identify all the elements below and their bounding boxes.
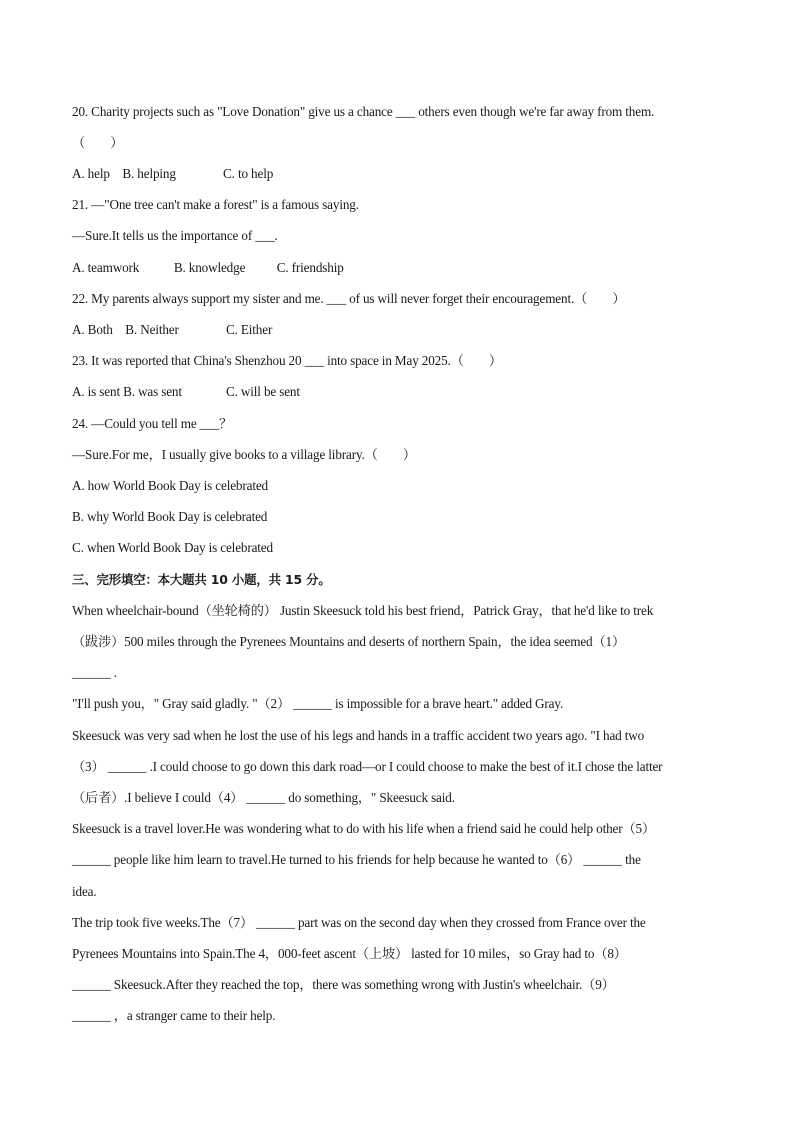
cloze-passage-line: ______ ，a stranger came to their help. [72, 1008, 276, 1023]
cloze-passage-line: Skeesuck is a travel lover.He was wondering what to do with his life when a friend said he could help other（5） [72, 821, 656, 836]
question-21-reply: —Sure.It tells us the importance of ___. [72, 228, 278, 243]
cloze-passage-line: ______ . [72, 665, 117, 680]
cloze-passage-line: "I'll push you，" Gray said gladly. "（2） ______ is impossible for a brave heart." added Gray. [72, 696, 564, 711]
cloze-passage-line: Pyrenees Mountains into Spain.The 4，000-feet ascent（上坡） lasted for 10 miles，so Gray had to（8） [72, 946, 627, 961]
cloze-passage-line: idea. [72, 884, 97, 899]
question-23-stem: 23. It was reported that China's Shenzhou 20 ___ into space in May 2025.（ ） [72, 353, 502, 368]
question-24-reply: —Sure.For me，I usually give books to a village library.（ ） [72, 447, 416, 462]
question-20-options: A. help B. helping C. to help [72, 166, 274, 181]
question-23-options: A. is sent B. was sent C. will be sent [72, 384, 300, 399]
cloze-passage-line: ______ Skeesuck.After they reached the top，there was something wrong with Justin's wheelchair.（9） [72, 977, 615, 992]
cloze-passage-line: （后者）.I believe I could（4） ______ do something，" Skeesuck said. [72, 790, 455, 805]
question-24-option-c: C. when World Book Day is celebrated [72, 540, 273, 555]
question-24-option-b: B. why World Book Day is celebrated [72, 509, 268, 524]
question-21-options: A. teamwork B. knowledge C. friendship [72, 260, 344, 275]
cloze-passage-line: The trip took five weeks.The（7） ______ part was on the second day when they crossed from France over the [72, 915, 646, 930]
question-22-stem: 22. My parents always support my sister and me. ___ of us will never forget their encouragement.（ ） [72, 291, 626, 306]
cloze-passage-line: （3） ______ .I could choose to go down this dark road—or I could choose to make the best of it.I chose the latter [72, 759, 663, 774]
cloze-passage-line: When wheelchair-bound（坐轮椅的） Justin Skeesuck told his best friend，Patrick Gray，that he'd like to trek [72, 603, 654, 618]
question-21-stem: 21. —"One tree can't make a forest" is a famous saying. [72, 197, 359, 212]
cloze-passage-line: Skeesuck was very sad when he lost the use of his legs and hands in a traffic accident two years ago. "I had two [72, 728, 645, 743]
section-heading-cloze: 三、完形填空：本大题共 10 小题，共 15 分。 [72, 572, 331, 587]
question-24-option-a: A. how World Book Day is celebrated [72, 478, 268, 493]
question-24-stem: 24. —Could you tell me ___？ [72, 416, 233, 431]
question-20-answer-bracket: （ ） [72, 135, 124, 150]
question-22-options: A. Both B. Neither C. Either [72, 322, 273, 337]
question-20-stem: 20. Charity projects such as "Love Donation" give us a chance ___ others even though we're far away from them. [72, 104, 655, 119]
cloze-passage-line: （跋涉）500 miles through the Pyrenees Mountains and deserts of northern Spain，the idea seemed（1） [72, 634, 626, 649]
cloze-passage-line: ______ people like him learn to travel.He turned to his friends for help because he wanted to（6） ______ the [72, 852, 641, 867]
